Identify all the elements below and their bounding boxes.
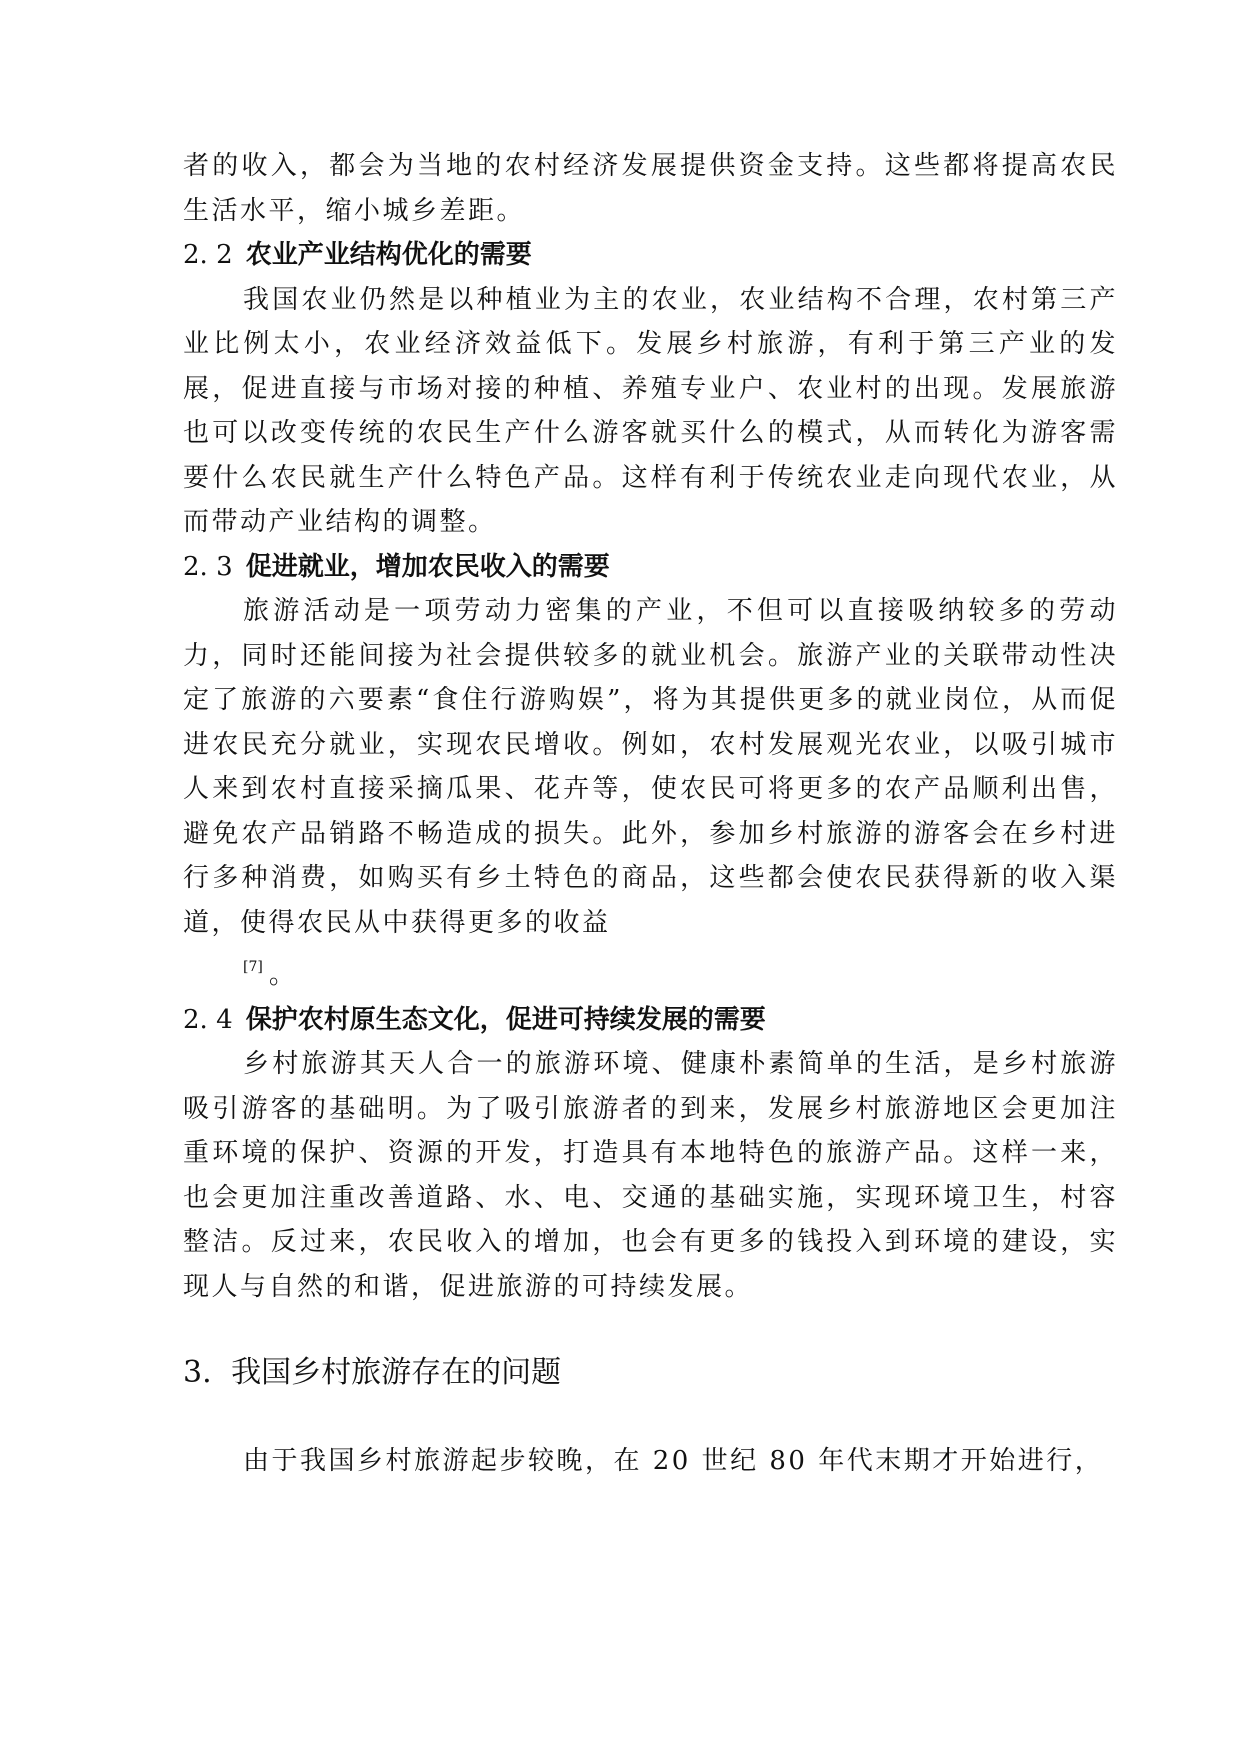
- section-2-2-heading: [183, 233, 1118, 278]
- citation-line: [183, 945, 1118, 998]
- chapter-title: 我国乡村旅游存在的问题: [231, 1355, 562, 1390]
- section-number: 2. 3: [183, 551, 233, 582]
- section-2-3-paragraph: [183, 589, 1118, 998]
- section-number: 2. 2: [183, 240, 233, 270]
- chapter-number: 3.: [183, 1355, 212, 1390]
- intro-paragraph: 者的收入，都会为当地的农村经济发展提供资金支持。这些都将提高农民生活水平，缩小城乡差距。: [183, 151, 1118, 226]
- section-2-3-heading: [183, 545, 1118, 590]
- end-punctuation: 。: [268, 960, 298, 990]
- section-number: 2. 4: [183, 1004, 233, 1035]
- section-title: 保护农村原生态文化，促进可持续发展的需要: [245, 1004, 766, 1035]
- chapter-3-paragraph: 由于我国乡村旅游起步较晚，在 20 世纪 80 年代末期才开始进行，: [243, 1446, 1104, 1476]
- paragraph-text: 旅游活动是一项劳动力密集的产业，不但可以直接吸纳较多的劳动力，同时还能间接为社会提供较多的就业机会。旅游产业的关联带动性决定了旅游的六要素“食住行游购娱”，将为其提供更多的就业岗位，从而促进农民充分就业，实现农民增收。例如，农村发展观光农业，以吸引城市人来到农村直接采摘瓜果、花卉等，使农民可将更多的农产品顺利出售，避免农产品销路不畅造成的损失。此外，参加乡村旅游的游客会在乡村进行多种消费，如购买有乡土特色的商品，这些都会使农民获得新的收入渠道，使得农民从中获得更多的收益: [183, 596, 1118, 938]
- section-2-2-paragraph: 我国农业仍然是以种植业为主的农业，农业结构不合理，农村第三产业比例太小，农业经济效益低下。发展乡村旅游，有利于第三产业的发展，促进直接与市场对接的种植、养殖专业户、农业村的出现。发展旅游也可以改变传统的农民生产什么游客就买什么的模式，从而转化为游客需要什么农民就生产什么特色产品。这样有利于传统农业走向现代农业，从而带动产业结构的调整。: [183, 284, 1118, 537]
- section-title: 农业产业结构优化的需要: [245, 240, 532, 270]
- chapter-3-heading: [183, 1351, 1118, 1395]
- section-2-4-paragraph: 乡村旅游其天人合一的旅游环境、健康朴素简单的生活，是乡村旅游吸引游客的基础明。为了吸引旅游者的到来，发展乡村旅游地区会更加注重环境的保护、资源的开发，打造具有本地特色的旅游产品。这样一来，也会更加注重改善道路、水、电、交通的基础实施，实现环境卫生，村容整洁。反过来，农民收入的增加，也会有更多的钱投入到环境的建设，实现人与自然的和谐，促进旅游的可持续发展。: [183, 1049, 1118, 1302]
- section-title: 促进就业，增加农民收入的需要: [245, 551, 610, 582]
- document-page: [183, 144, 1118, 1484]
- section-2-4-heading: [183, 998, 1118, 1043]
- citation-marker: [7]: [243, 959, 263, 975]
